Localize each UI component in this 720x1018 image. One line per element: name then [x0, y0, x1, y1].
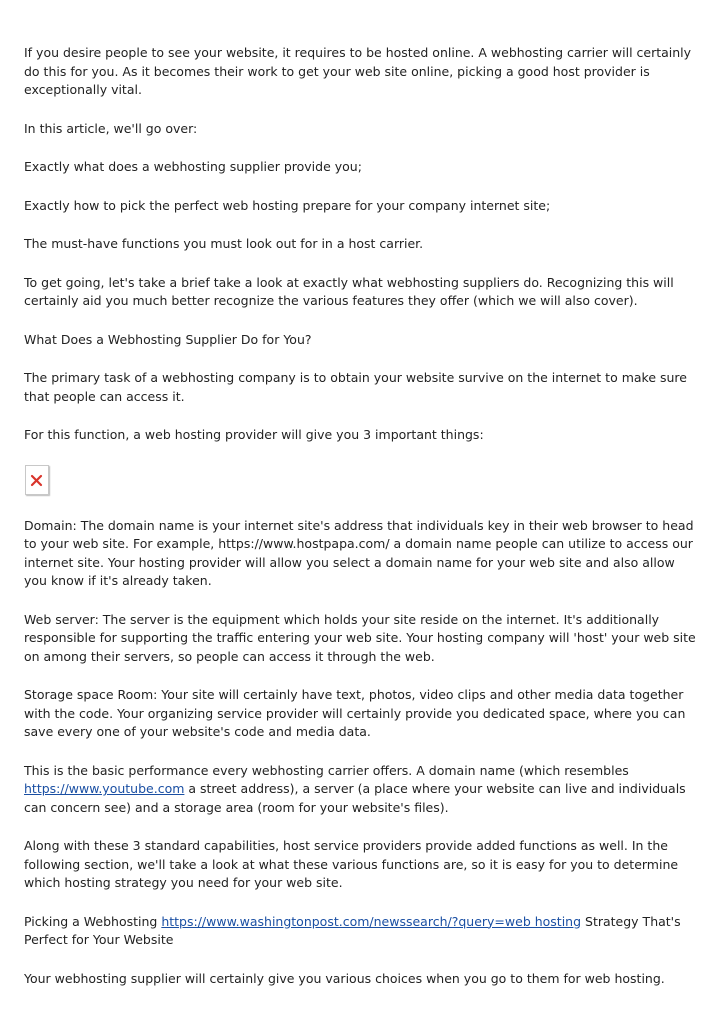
heading-text: Strategy That's Perfect for Your Website: [24, 913, 681, 947]
heading-text: Picking a Webhosting: [24, 913, 162, 929]
article-body: [24, 44, 698, 1008]
paragraph-basic-performance: [24, 762, 698, 818]
paragraph-point-2: Exactly how to pick the perfect web hosting prepare for your company internet site;: [24, 197, 551, 213]
section-heading-picking: [24, 913, 698, 950]
paragraph-getting-started: To get going, let's take a brief take a look at exactly what webhosting suppliers do. Recognizing this will certainly aid you much better recognize the various features they offer (which we will also cover).: [24, 274, 674, 308]
paragraph-overview: In this article, we'll go over:: [24, 120, 198, 136]
washingtonpost-link[interactable]: https://www.washingtonpost.com/newssearch/?query=web hosting: [161, 913, 582, 929]
paragraph-intro: If you desire people to see your website, it requires to be hosted online. A webhosting carrier will certainly do this for you. As it becomes their work to get your web site online, picking a good host provider is exceptionally vital.: [24, 45, 692, 97]
broken-image-icon: [30, 474, 43, 487]
paragraph-text: This is the basic performance every webhosting carrier offers. A domain name (which resembles: [24, 762, 629, 778]
paragraph-point-3: The must-have functions you must look out for in a host carrier.: [24, 236, 424, 251]
paragraph-three-things: For this function, a web hosting provider will give you 3 important things:: [24, 427, 484, 442]
paragraph-point-1: Exactly what does a webhosting supplier provide you;: [24, 159, 362, 174]
paragraph-domain: Domain: The domain name is your internet site's address that individuals key in their web browser to head to your web site. For example, https://www.hostpapa.com/ a domain name people can utilize to access our internet site. Your hosting provider will allow you select a domain name for your web site and also allow you know if it's already taken.: [24, 517, 694, 588]
paragraph-choices: Your webhosting supplier will certainly give you various choices when you go to them for web hosting.: [24, 970, 665, 986]
paragraph-text: a street address), a server (a place where your website can live and individuals can concern see) and a storage area (room for your website's files).: [24, 781, 686, 815]
section-heading-what-does: What Does a Webhosting Supplier Do for You?: [24, 331, 312, 347]
paragraph-storage: Storage space Room: Your site will certainly have text, photos, video clips and other media data together with the code. Your organizing service provider will certainly provide you dedicated space, where you can save every one of your website's code and media data.: [24, 687, 686, 739]
paragraph-web-server: Web server: The server is the equipment which holds your site reside on the internet. It's additionally responsible for supporting the traffic entering your web site. Your hosting company will 'host' your web site on among their servers, so people can access it through the web.: [24, 611, 696, 664]
paragraph-additional-functions: Along with these 3 standard capabilities, host service providers provide added functions as well. In the following section, we'll take a look at what these various functions are, so it is easy for you to determine which hosting strategy you need for your web site.: [24, 838, 679, 890]
youtube-link[interactable]: https://www.youtube.com: [24, 781, 185, 796]
broken-image-placeholder: [25, 465, 49, 495]
paragraph-primary-task: The primary task of a webhosting company is to obtain your website survive on the internet to make sure that people can access it.: [24, 370, 687, 404]
